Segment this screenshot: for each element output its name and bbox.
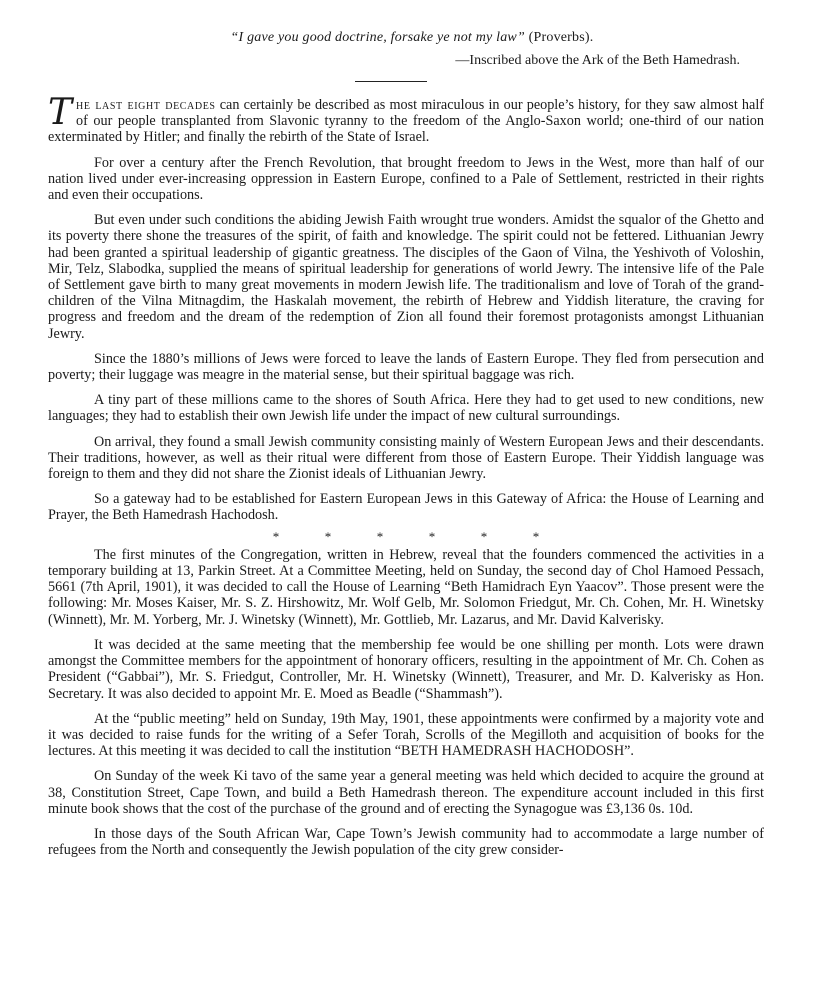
separator-star: * bbox=[376, 528, 384, 544]
opening-paragraph bbox=[48, 92, 764, 146]
paragraph: Since the 1880’s millions of Jews were forced to leave the lands of Eastern Europe. They fled from persecution and poverty; their luggage was meagre in the material sense, but their spiritual baggage was rich. bbox=[48, 350, 764, 384]
paragraph: On arrival, they found a small Jewish community consisting mainly of Western European Jews and their descendants. Their traditions, however, as well as their ritual were different from those of Eastern Europe. Their Yiddish language was foreign to them and they did not share the Zionist ideals of Lithuanian Jewry. bbox=[48, 433, 764, 483]
paragraph: On Sunday of the week Ki tavo of the same year a general meeting was held which decided to acquire the ground at 38, Constitution Street, Cape Town, and build a Beth Hamedrash thereon. The expenditure account included in this first minute book shows that the cost of the purchase of the ground and of erecting the Synagogue was £3,136 0s. 10d. bbox=[48, 768, 764, 817]
paragraph: But even under such conditions the abiding Jewish Faith wrought true wonders. Amidst the squalor of the Ghetto and its poverty there shone the treasures of the spirit, of faith and knowledge. The spirit could not be fettered. Lithuanian Jewry had been granted a spiritual leadership of gigantic greatness. The disciples of the Gaon of Vilna, the Yeshivoth of Voloshin, Mir, Telz, Slabodka, supplied the means of spiritual leadership for generations of world Jewry. The intensive life of the Pale of Settlement gave birth to many great movements in modern Jewish life. The traditionalism and love of Torah of the grand-children of the Vilna Mitnagdim, the Haskalah movement, the rebirth of Hebrew and Yiddish literature, the craving for progress and freedom and the dream of the redemption of Zion all found their foremost protagonists amongst Lithuanian Jewry. bbox=[48, 212, 764, 342]
paragraph: A tiny part of these millions came to the shores of South Africa. Here they had to get used to new conditions, new languages; they had to establish their own Jewish life under the impact of new cultural surroundings. bbox=[48, 392, 764, 425]
opening-text: can certainly be described as most miraculous in our people’s history, for they saw almost half of our people transplanted from Slavonic tyranny to the freedom of the Anglo-Saxon world; one-third of our nation exterminated by Hitler; and finally the rebirth of the State of Israel. bbox=[48, 97, 764, 146]
divider-rule bbox=[355, 81, 427, 82]
drop-cap: T bbox=[48, 92, 73, 133]
paragraph: For over a century after the French Revolution, that brought freedom to Jews in the West, more than half of our nation lived under ever-increasing oppression in Eastern Europe, confined to a Pale of Settlement, restricted in their rights and even their occupations. bbox=[48, 154, 764, 204]
paragraph: In those days of the South African War, Cape Town’s Jewish community had to accommodate a large number of refugees from the North and consequently the Jewish population of the city grew consider- bbox=[48, 825, 764, 859]
paragraph: At the “public meeting” held on Sunday, 19th May, 1901, these appointments were confirmed by a majority vote and it was decided to raise funds for the writing of a Sefer Torah, Scrolls of the Megilloth and acquisition of books for the lectures. At this meeting it was decided to call the institution “BETH HAMEDRASH HACHODOSH”. bbox=[48, 710, 764, 760]
epigraph bbox=[0, 30, 824, 46]
epigraph-quote: “I gave you good doctrine, forsake ye not my law” bbox=[230, 30, 525, 45]
paragraph: So a gateway had to be established for Eastern European Jews in this Gateway of Africa: the House of Learning and Prayer, the Beth Hamedrash Hachodosh. bbox=[48, 491, 764, 524]
separator-star: * bbox=[532, 528, 540, 544]
separator-star: * bbox=[480, 528, 488, 544]
separator-star: * bbox=[428, 528, 436, 544]
epigraph-attribution: —Inscribed above the Ark of the Beth Hamedrash. bbox=[455, 53, 740, 68]
separator-star: * bbox=[324, 528, 332, 544]
epigraph-source: (Proverbs). bbox=[528, 30, 594, 45]
section-separator bbox=[48, 529, 764, 545]
paragraph: The first minutes of the Congregation, written in Hebrew, reveal that the founders commenced the activities in a temporary building at 13, Parkin Street. At a Committee Meeting, held on Sunday, the second day of Chol Hamoed Pessach, 5661 (7th April, 1901), it was decided to call the House of Learning “Beth Hamidrach Eyn Yaacov”. Those present were the following: Mr. Moses Kaiser, Mr. S. Z. Hirshowitz, Mr. Wolf Gelb, Mr. Solomon Friedgut, Mr. Ch. Cohen, Mr. H. Winetsky (Winnett), Mr. M. Yorberg, Mr. J. Winetsky (Winnett), Mr. Gottlieb, Mr. Lazarus, and Mr. David Kalverisky. bbox=[48, 546, 764, 628]
opening-smallcaps: he last eight decades bbox=[76, 97, 216, 113]
paragraph: It was decided at the same meeting that the membership fee would be one shilling per month. Lots were drawn amongst the Committee members for the appointment of honorary officers, resulting in the appointment of Mr. Ch. Cohen as President (“Gabbai”), Mr. S. Friedgut, Controller, Mr. H. Winetsky (Winnett), Treasurer, and Mr. D. Kalverisky as Hon. Secretary. It was also decided to appoint Mr. E. Moed as Beadle (“Shammash”). bbox=[48, 636, 764, 702]
article-body bbox=[48, 92, 764, 867]
separator-star: * bbox=[272, 528, 280, 544]
